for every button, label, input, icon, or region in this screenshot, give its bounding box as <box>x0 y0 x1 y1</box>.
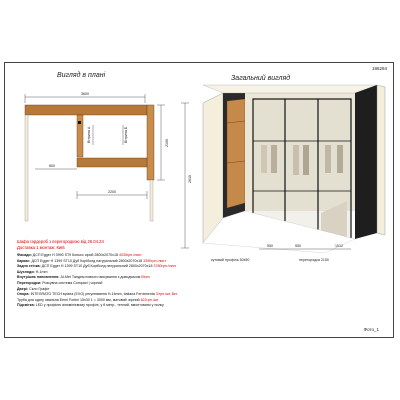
plan-dim-right: 2100 <box>165 139 169 147</box>
note-delivery: Доставка 1 монтаж: Київ <box>17 245 65 250</box>
spec-row: Підсвітка: LED у профілю алюмінієвому профілі, у 6 метр., теплий, вмонтовано у полку <box>17 303 164 308</box>
plan-wall-a: Вітрина А <box>87 126 91 143</box>
view-dim-seg1: 550 <box>267 244 273 248</box>
spec-row: Опора: INTEGRATO TECH врізна (EXO) регулювання H-16mm, Italiana Ferramenta 3/грн./шт Bкт. <box>17 292 178 297</box>
plan-dim-left-small: 800 <box>49 164 55 168</box>
spec-row: Фасади: ДСП Egger H 3990 ST9 Кольєс сірий 2800х2070х18 4035грн./лист <box>17 253 142 257</box>
plan-top-cabinet <box>25 105 147 115</box>
ceiling <box>203 85 377 93</box>
spec-row: Каркас: ДСП Egger H 1399 ST10 Дуб Коріболд натуральний 2800х2070х18 3390грн./лист <box>17 258 167 263</box>
plan-right-post <box>150 180 153 221</box>
spec-row: Двері: Скло Графіт <box>17 286 50 291</box>
spec-row: Внутрішнє наповнення: Al-Met Тандем повного висування з доводчиком Blum <box>17 275 150 280</box>
spec-row: Шухляди: Н-1mm <box>17 269 48 274</box>
plan-bottom-cabinet <box>77 158 147 167</box>
plan-left-post <box>25 115 28 221</box>
footer-label: Фото_1 <box>363 327 379 332</box>
plan-right-cabinet <box>147 105 154 180</box>
left-side-panel <box>203 93 223 243</box>
plan-view-title: Вигляд в плані <box>57 72 106 79</box>
drawing-sheet <box>4 62 394 338</box>
spec-row: Задня стінка: ДСП Egger H 1399 ST10 Дуб Коріболд натуральний 2800х2070х18 3780грн./лист <box>17 264 177 269</box>
spec-row: Труба для одягу овальна Eemi Fortini 15x30 1 = 3000 мм, матовий чорний 622грн./шт <box>17 297 159 302</box>
general-view-title: Загальний вигляд <box>231 75 291 82</box>
view-profile-label: кутовий профіль 50х50 <box>211 258 250 262</box>
plan-mark <box>78 121 81 124</box>
plan-dim-top: 3600 <box>81 92 89 96</box>
note-order: Шафа гардероб з перегородкою від 26.04.24 <box>17 239 104 244</box>
right-side-panel <box>377 85 385 235</box>
plan-dim-bottom: 2200 <box>108 190 116 194</box>
left-interior-wood <box>227 99 245 208</box>
view-partition-label: перегородка 2150 <box>299 258 329 262</box>
view-dim-seg2: 550 <box>295 244 301 248</box>
view-dim-seg3: 1012 <box>335 244 343 248</box>
plan-view <box>25 92 169 221</box>
spec-row: Перегородки: Розсувна система Compact | чорний <box>17 280 103 285</box>
document-number: 186294 <box>371 66 387 71</box>
view-dim-height: 2610 <box>188 175 192 183</box>
spec-list <box>17 253 347 309</box>
right-interior-wall <box>355 85 377 239</box>
general-view <box>181 85 385 262</box>
plan-wall-b: Вітрина Б <box>124 126 128 143</box>
